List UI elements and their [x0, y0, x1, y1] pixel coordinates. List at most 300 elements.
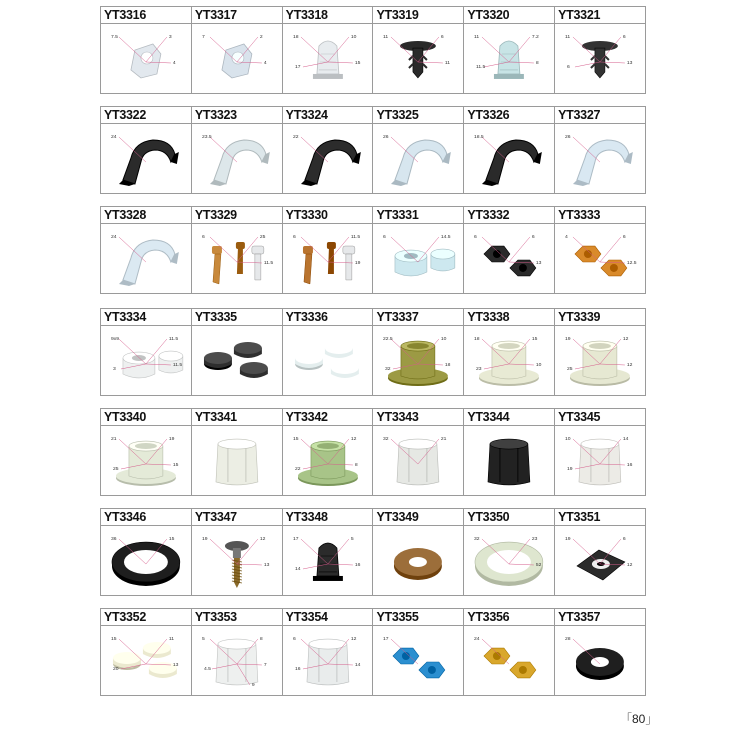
- part-drawing: [464, 426, 554, 495]
- dimension-label: 15: [532, 336, 538, 343]
- part-cell[interactable]: [555, 207, 645, 293]
- dimension-label: 6: [532, 234, 535, 241]
- part-code: YT3334: [101, 309, 191, 326]
- part-cell[interactable]: [373, 107, 464, 193]
- dimension-label: 4: [172, 59, 176, 66]
- part-drawing: [283, 426, 373, 495]
- dimension-label: 25: [112, 465, 119, 472]
- part-cell[interactable]: [555, 7, 645, 93]
- part-picture: [373, 526, 463, 595]
- part-code: YT3323: [192, 107, 282, 124]
- part-drawing: [192, 124, 282, 193]
- dimension-label: 6: [623, 34, 626, 41]
- catalog-row: [100, 308, 646, 396]
- dimension-label: 36: [110, 536, 117, 543]
- part-code: YT3346: [101, 509, 191, 526]
- part-image: [131, 44, 161, 78]
- part-image: [479, 341, 539, 386]
- part-cell[interactable]: [373, 409, 464, 495]
- part-cell[interactable]: [192, 609, 283, 695]
- part-code: YT3354: [283, 609, 373, 626]
- dimension-label: 19: [168, 436, 175, 443]
- part-picture: [464, 24, 554, 93]
- part-cell[interactable]: [373, 509, 464, 595]
- part-cell[interactable]: [101, 409, 192, 495]
- dimension-label: 8: [259, 636, 263, 643]
- part-picture: [373, 224, 463, 293]
- part-code: YT3348: [283, 509, 373, 526]
- dimension-label: 9: [251, 681, 255, 688]
- part-picture: [464, 124, 554, 193]
- part-drawing: [464, 626, 554, 695]
- dimension-label: 12: [350, 636, 357, 643]
- dimension-label: 19: [567, 465, 573, 472]
- dimension-label: 24: [474, 636, 480, 643]
- part-code: YT3337: [373, 309, 463, 326]
- part-drawing: [555, 24, 645, 93]
- part-cell[interactable]: [101, 309, 192, 395]
- dimension-label: 18: [474, 336, 480, 343]
- dimension-label: 15: [354, 59, 361, 66]
- dimension-label: 21: [110, 436, 117, 443]
- part-drawing: [373, 24, 463, 93]
- part-picture: [283, 526, 373, 595]
- part-code: YT3341: [192, 409, 282, 426]
- dimension-label: 3: [112, 365, 116, 372]
- dimension-label: 10: [350, 34, 357, 41]
- part-picture: [101, 124, 191, 193]
- part-picture: [464, 224, 554, 293]
- part-picture: [555, 24, 645, 93]
- part-picture: [464, 426, 554, 495]
- dimension-label: 22: [292, 134, 299, 141]
- dimension-label: 11.5: [168, 336, 179, 343]
- dimension-label: 5: [350, 536, 354, 543]
- part-drawing: [101, 626, 191, 695]
- part-cell[interactable]: [555, 409, 645, 495]
- part-image: [307, 639, 349, 685]
- part-cell[interactable]: [283, 409, 374, 495]
- part-cell[interactable]: [192, 309, 283, 395]
- part-code: YT3351: [555, 509, 645, 526]
- dimension-label: 8: [354, 461, 358, 468]
- part-picture: [464, 326, 554, 395]
- part-image: [222, 44, 252, 78]
- part-cell[interactable]: [101, 609, 192, 695]
- catalog-row: [100, 106, 646, 194]
- part-code: YT3322: [101, 107, 191, 124]
- part-drawing: [373, 224, 463, 293]
- part-drawing: [192, 526, 282, 595]
- dimension-label: 10: [565, 436, 571, 443]
- part-drawing: [555, 326, 645, 395]
- part-picture: [101, 526, 191, 595]
- part-drawing: [373, 626, 463, 695]
- dimension-label: 22.5: [383, 336, 394, 343]
- dimension-label: 10: [441, 336, 447, 343]
- part-drawing: [464, 124, 554, 193]
- dimension-label: 14.5: [441, 234, 452, 241]
- part-picture: [101, 626, 191, 695]
- part-picture: [101, 326, 191, 395]
- part-picture: [283, 124, 373, 193]
- part-image: [494, 41, 524, 79]
- part-code: YT3356: [464, 609, 554, 626]
- part-picture: [555, 326, 645, 395]
- part-code: YT3336: [283, 309, 373, 326]
- dimension-label: 32: [383, 436, 390, 443]
- page-number: 「80」: [620, 712, 658, 726]
- part-image: [484, 648, 536, 678]
- dimension-label: 22: [294, 465, 301, 472]
- dimension-label: 25: [567, 365, 573, 372]
- part-code: YT3328: [101, 207, 191, 224]
- part-cell[interactable]: [283, 509, 374, 595]
- dimension-label: 12: [350, 436, 357, 443]
- part-drawing: [283, 626, 373, 695]
- part-picture: [283, 626, 373, 695]
- part-picture: [373, 124, 463, 193]
- part-cell[interactable]: [464, 509, 555, 595]
- part-picture: [192, 526, 282, 595]
- part-image: [573, 140, 633, 186]
- dimension-label: 6: [623, 234, 626, 241]
- dimension-label: 13: [172, 661, 179, 668]
- part-picture: [101, 426, 191, 495]
- part-drawing: [555, 626, 645, 695]
- part-drawing: [555, 124, 645, 193]
- dimension-label: 13: [263, 561, 270, 568]
- part-code: YT3326: [464, 107, 554, 124]
- part-code: YT3342: [283, 409, 373, 426]
- catalog-row: [100, 408, 646, 496]
- part-picture: [283, 426, 373, 495]
- part-image: [119, 240, 179, 286]
- dimension-label: 13: [536, 259, 542, 266]
- part-picture: [101, 224, 191, 293]
- dimension-label: 17: [294, 63, 301, 70]
- dimension-label: 18: [292, 34, 299, 41]
- dimension-label: 17: [292, 536, 299, 543]
- dimension-label: 11: [474, 34, 480, 41]
- part-cell[interactable]: [283, 207, 374, 293]
- part-cell[interactable]: [192, 509, 283, 595]
- dimension-label: 11.5: [350, 234, 360, 241]
- part-code: YT3355: [373, 609, 463, 626]
- part-drawing: [192, 224, 282, 293]
- dimension-label: 19: [354, 259, 361, 266]
- dimension-label: 11.5: [172, 361, 183, 368]
- dimension-label: 25: [259, 234, 266, 241]
- part-picture: [192, 426, 282, 495]
- part-code: YT3327: [555, 107, 645, 124]
- dimension-label: 19: [565, 536, 571, 543]
- dimension-label: 7: [201, 34, 205, 41]
- dimension-label: 15: [168, 536, 175, 543]
- part-image: [400, 41, 436, 78]
- part-image: [210, 140, 270, 186]
- part-code: YT3347: [192, 509, 282, 526]
- part-picture: [192, 24, 282, 93]
- part-cell[interactable]: [555, 609, 645, 695]
- catalog-row: [100, 6, 646, 94]
- dimension-label: 18.5: [474, 134, 484, 141]
- part-code: YT3335: [192, 309, 282, 326]
- part-code: YT3332: [464, 207, 554, 224]
- part-code: YT3318: [283, 7, 373, 24]
- part-code: YT3329: [192, 207, 282, 224]
- part-image: [582, 41, 618, 78]
- dimension-label: 8: [536, 59, 539, 66]
- part-code: YT3319: [373, 7, 463, 24]
- part-picture: [555, 124, 645, 193]
- dimension-label: 6: [441, 34, 445, 41]
- part-drawing: [101, 124, 191, 193]
- part-cell[interactable]: [373, 609, 464, 695]
- part-cell[interactable]: [555, 309, 645, 395]
- catalog-row: [100, 608, 646, 696]
- part-cell[interactable]: [101, 107, 192, 193]
- dimension-label: 15: [292, 436, 299, 443]
- part-cell[interactable]: [283, 609, 374, 695]
- dimension-label: 12: [623, 336, 629, 343]
- dimension-label: 11.5: [263, 259, 274, 266]
- dimension-label: 23: [532, 536, 538, 543]
- part-drawing: [283, 526, 373, 595]
- part-code: YT3339: [555, 309, 645, 326]
- part-drawing: [101, 426, 191, 495]
- part-code: YT3331: [373, 207, 463, 224]
- part-picture: [192, 124, 282, 193]
- part-code: YT3353: [192, 609, 282, 626]
- part-image: [488, 439, 530, 485]
- part-drawing: [555, 224, 645, 293]
- part-drawing: [373, 426, 463, 495]
- part-drawing: [192, 24, 282, 93]
- dimension-label: 14: [294, 565, 301, 572]
- dimension-label: 24: [110, 234, 117, 241]
- dimension-label: 12: [627, 361, 633, 368]
- part-drawing: [283, 224, 373, 293]
- part-cell[interactable]: [283, 7, 374, 93]
- part-cell[interactable]: [192, 107, 283, 193]
- part-image: [482, 140, 542, 186]
- part-code: YT3324: [283, 107, 373, 124]
- dimension-label: 11: [168, 636, 175, 643]
- part-code: YT3320: [464, 7, 554, 24]
- part-picture: [464, 526, 554, 595]
- part-drawing: [192, 326, 282, 395]
- part-picture: [373, 626, 463, 695]
- part-image: [313, 41, 343, 79]
- dimension-label: 5: [201, 636, 205, 643]
- dimension-leader: [509, 237, 530, 262]
- dimension-label: 21: [441, 436, 447, 443]
- dimension-label: 32: [385, 365, 392, 372]
- part-drawing: [373, 124, 463, 193]
- part-cell[interactable]: [464, 207, 555, 293]
- part-drawing: [555, 426, 645, 495]
- dimension-label: 16: [627, 461, 633, 468]
- part-image: [116, 441, 176, 486]
- dimension-leader: [600, 237, 621, 262]
- part-drawing: [283, 326, 373, 395]
- part-image: [388, 341, 448, 386]
- part-picture: [555, 526, 645, 595]
- part-code: YT3344: [464, 409, 554, 426]
- dimension-label: 15: [110, 636, 117, 643]
- dimension-label: 13: [627, 59, 633, 66]
- part-image: [570, 341, 630, 386]
- part-cell[interactable]: [101, 207, 192, 293]
- dimension-label: 16: [294, 665, 301, 672]
- part-code: YT3316: [101, 7, 191, 24]
- catalog-row: [100, 508, 646, 596]
- part-image: [216, 639, 258, 685]
- part-code: YT3340: [101, 409, 191, 426]
- dimension-label: 52: [536, 561, 542, 568]
- part-cell[interactable]: [373, 7, 464, 93]
- dimension-label: 6: [567, 63, 570, 70]
- part-code: YT3345: [555, 409, 645, 426]
- dimension-label: 9x9: [110, 336, 120, 343]
- dimension-label: 12: [627, 561, 633, 568]
- part-cell[interactable]: [464, 7, 555, 93]
- dimension-label: 24: [110, 134, 117, 141]
- part-image: [298, 441, 358, 486]
- dimension-label: 15: [172, 461, 179, 468]
- dimension-label: 6: [474, 234, 478, 241]
- part-cell[interactable]: [464, 107, 555, 193]
- part-cell[interactable]: [464, 609, 555, 695]
- part-cell[interactable]: [283, 309, 374, 395]
- part-cell[interactable]: [101, 509, 192, 595]
- part-code: YT3357: [555, 609, 645, 626]
- part-code: YT3350: [464, 509, 554, 526]
- dimension-label: 6: [292, 636, 296, 643]
- part-code: YT3349: [373, 509, 463, 526]
- part-picture: [555, 426, 645, 495]
- part-drawing: [464, 326, 554, 395]
- dimension-label: 3: [168, 34, 172, 41]
- dimension-label: 4: [263, 59, 267, 66]
- part-picture: [373, 326, 463, 395]
- part-cell[interactable]: [192, 7, 283, 93]
- part-picture: [464, 626, 554, 695]
- dimension-label: 4.5: [203, 665, 211, 672]
- part-cell[interactable]: [192, 207, 283, 293]
- part-image: [113, 642, 177, 678]
- part-image: [577, 550, 625, 580]
- part-cell[interactable]: [555, 107, 645, 193]
- part-code: YT3317: [192, 7, 282, 24]
- part-image: [295, 342, 359, 378]
- part-drawing: [464, 526, 554, 595]
- dimension-label: 2: [259, 34, 263, 41]
- part-image: [119, 140, 179, 186]
- dimension-label: 6: [623, 536, 626, 543]
- part-cell[interactable]: [283, 107, 374, 193]
- dimension-label: 4: [565, 234, 568, 241]
- dimension-label: 26: [383, 134, 390, 141]
- part-code: YT3321: [555, 7, 645, 24]
- dimension-label: 17: [383, 636, 390, 643]
- part-cell[interactable]: [373, 309, 464, 395]
- dimension-label: 11: [445, 59, 451, 66]
- part-image: [395, 249, 455, 276]
- dimension-label: 28: [565, 636, 571, 643]
- dimension-label: 18: [445, 361, 451, 368]
- part-image: [393, 648, 445, 678]
- dimension-label: 16: [354, 561, 361, 568]
- dimension-label: 6: [383, 234, 387, 241]
- catalog-row: [100, 206, 646, 294]
- part-drawing: [101, 326, 191, 395]
- part-picture: [283, 224, 373, 293]
- part-drawing: [555, 526, 645, 595]
- dimension-label: 14: [623, 436, 629, 443]
- part-image: [579, 439, 621, 485]
- part-code: YT3352: [101, 609, 191, 626]
- part-drawing: [464, 224, 554, 293]
- dimension-label: 19: [565, 336, 571, 343]
- dimension-label: 10: [536, 361, 542, 368]
- part-drawing: [283, 124, 373, 193]
- dimension-label: 11: [383, 34, 389, 41]
- dimension-label: 26: [565, 134, 571, 141]
- part-drawing: [283, 24, 373, 93]
- dimension-label: 19: [201, 536, 208, 543]
- part-cell[interactable]: [464, 309, 555, 395]
- part-drawing: [101, 24, 191, 93]
- dimension-label: 20: [112, 665, 119, 672]
- part-cell[interactable]: [101, 7, 192, 93]
- part-picture: [192, 626, 282, 695]
- part-drawing: [192, 426, 282, 495]
- part-drawing: [101, 526, 191, 595]
- part-picture: [283, 326, 373, 395]
- part-code: YT3333: [555, 207, 645, 224]
- part-drawing: [373, 326, 463, 395]
- part-drawing: [101, 224, 191, 293]
- part-image: [204, 342, 268, 378]
- part-picture: [283, 24, 373, 93]
- dimension-label: 12.5: [627, 259, 637, 266]
- dimension-label: 23.5: [201, 134, 212, 141]
- part-code: YT3325: [373, 107, 463, 124]
- dimension-label: 11.5: [476, 63, 486, 70]
- part-picture: [555, 224, 645, 293]
- dimension-label: 14: [354, 661, 361, 668]
- part-image: [313, 543, 343, 581]
- dimension-label: 6: [292, 234, 296, 241]
- part-cell[interactable]: [464, 409, 555, 495]
- part-cell[interactable]: [373, 207, 464, 293]
- part-drawing: [192, 626, 282, 695]
- part-code: YT3343: [373, 409, 463, 426]
- part-cell[interactable]: [555, 509, 645, 595]
- part-image: [391, 140, 451, 186]
- dimension-label: 6: [201, 234, 205, 241]
- part-picture: [192, 326, 282, 395]
- part-cell[interactable]: [192, 409, 283, 495]
- part-picture: [373, 426, 463, 495]
- part-image: [397, 439, 439, 485]
- part-code: YT3338: [464, 309, 554, 326]
- dimension-label: 7: [263, 661, 267, 668]
- part-picture: [555, 626, 645, 695]
- dimension-label: 7.5: [110, 34, 118, 41]
